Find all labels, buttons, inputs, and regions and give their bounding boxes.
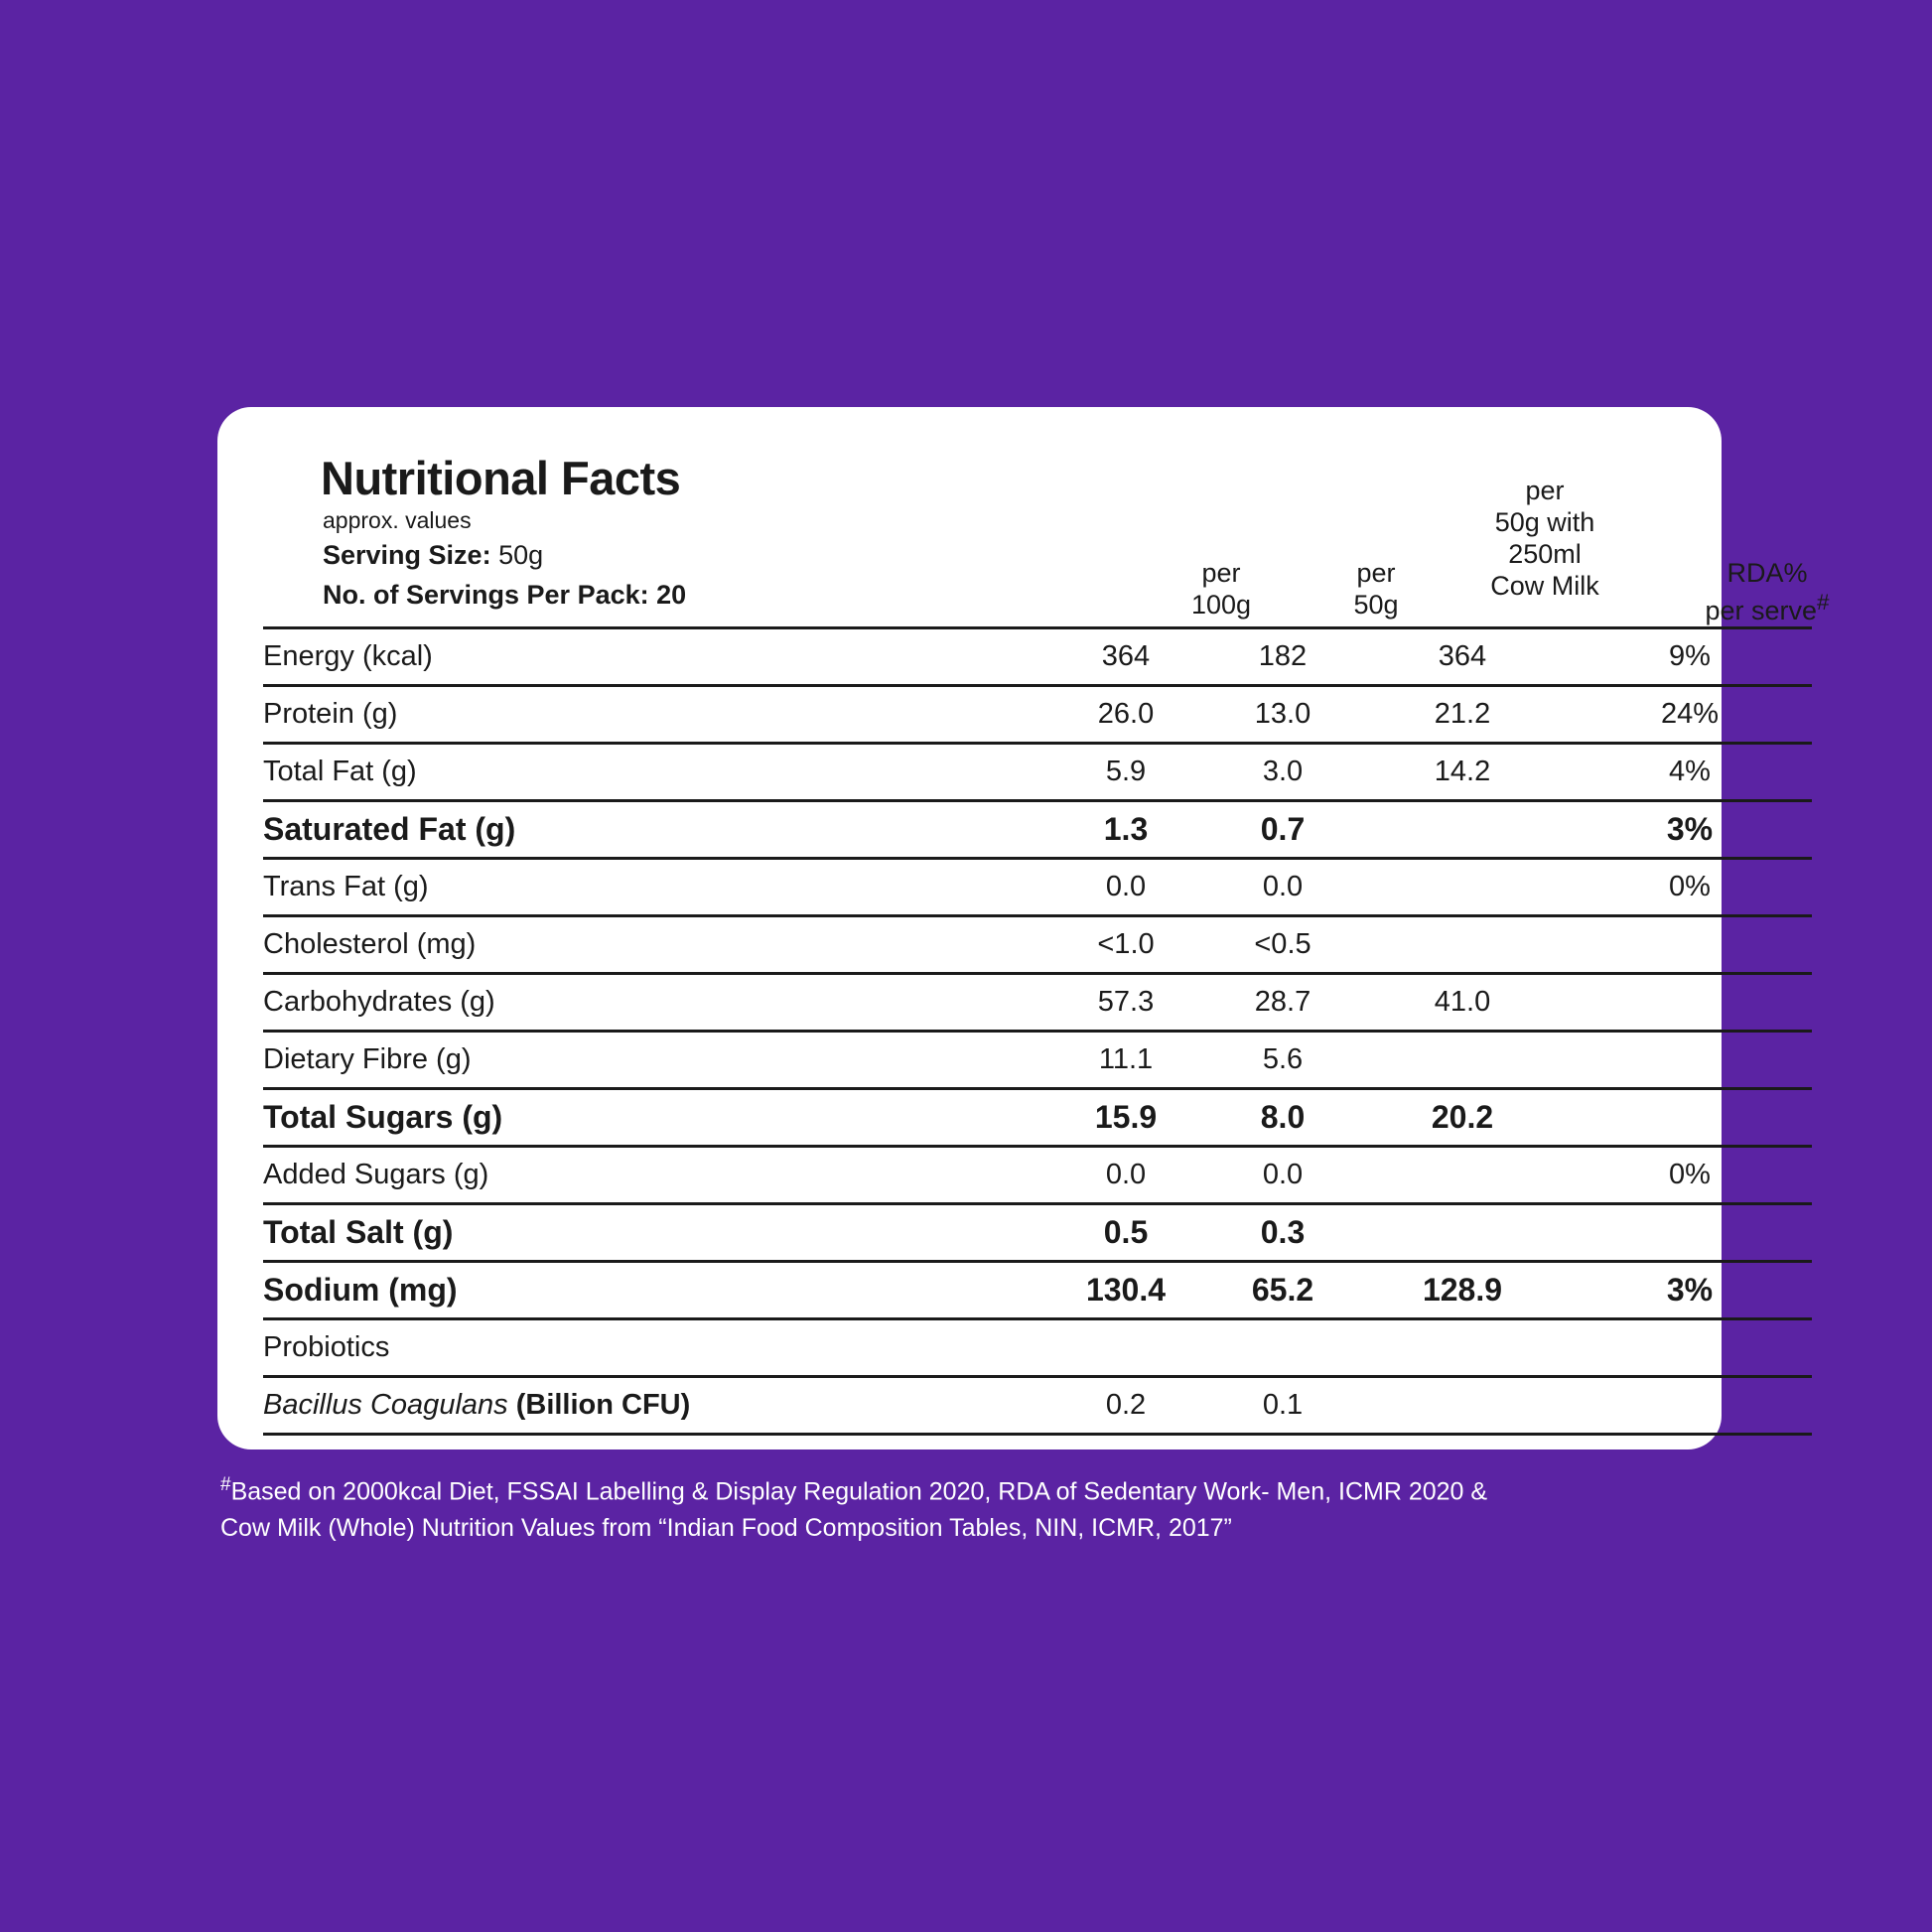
value-per-100g: 0.0 — [1043, 859, 1208, 916]
value-rda: 0% — [1568, 1147, 1812, 1204]
column-header-with-milk — [1448, 476, 1642, 602]
column-header-with-milk-line4: Cow Milk — [1490, 570, 1599, 601]
value-rda — [1568, 1089, 1812, 1147]
nutrition-table — [263, 626, 1812, 1436]
value-per-100g: 5.9 — [1043, 744, 1208, 801]
column-header-per-50g-line1: per — [1356, 558, 1396, 588]
approx-values-note: approx. values — [323, 507, 472, 533]
value-rda: 3% — [1568, 1262, 1812, 1319]
serving-size-line — [323, 540, 543, 571]
nutrition-header — [263, 441, 1830, 625]
value-rda — [1568, 1377, 1812, 1435]
nutrient-label: Protein (g) — [263, 686, 1043, 744]
table-row — [263, 859, 1812, 916]
column-header-with-milk-line1: per — [1525, 476, 1565, 505]
rda-footnote-marker: # — [1817, 589, 1830, 615]
nutrient-label: Cholesterol (mg) — [263, 916, 1043, 974]
value-per-100g: 0.0 — [1043, 1147, 1208, 1204]
value-with-milk — [1357, 1204, 1568, 1262]
column-header-rda — [1653, 558, 1881, 627]
servings-per-pack-value: 20 — [656, 580, 687, 610]
value-rda: 9% — [1568, 628, 1812, 686]
nutrient-label: Energy (kcal) — [263, 628, 1043, 686]
column-header-with-milk-line2: 50g with — [1494, 506, 1595, 537]
value-per-50g — [1208, 1319, 1357, 1377]
value-with-milk — [1357, 1319, 1568, 1377]
servings-per-pack-label: No. of Servings Per Pack: — [323, 580, 649, 610]
nutrient-label: Trans Fat (g) — [263, 859, 1043, 916]
table-row — [263, 916, 1812, 974]
value-per-50g: 182 — [1208, 628, 1357, 686]
value-with-milk — [1357, 1032, 1568, 1089]
value-rda — [1568, 916, 1812, 974]
servings-per-pack-line — [323, 580, 686, 611]
value-with-milk: 41.0 — [1357, 974, 1568, 1032]
value-rda: 3% — [1568, 801, 1812, 859]
nutrient-label: Total Salt (g) — [263, 1204, 1043, 1262]
table-row — [263, 1377, 1812, 1435]
value-per-100g: 26.0 — [1043, 686, 1208, 744]
value-per-50g: 0.0 — [1208, 859, 1357, 916]
value-with-milk: 14.2 — [1357, 744, 1568, 801]
value-per-100g: 364 — [1043, 628, 1208, 686]
table-row — [263, 1319, 1812, 1377]
value-with-milk: 364 — [1357, 628, 1568, 686]
nutrient-label: Added Sugars (g) — [263, 1147, 1043, 1204]
table-row — [263, 974, 1812, 1032]
value-per-50g: <0.5 — [1208, 916, 1357, 974]
footnote — [220, 1471, 1749, 1546]
nutrient-label: Total Fat (g) — [263, 744, 1043, 801]
nutrient-label-unit: (Billion CFU) — [507, 1389, 691, 1421]
table-row — [263, 801, 1812, 859]
column-header-per-100g — [1147, 558, 1296, 621]
value-per-50g: 0.0 — [1208, 1147, 1357, 1204]
value-with-milk — [1357, 916, 1568, 974]
nutrient-label: Probiotics — [263, 1319, 1043, 1377]
value-per-50g: 0.7 — [1208, 801, 1357, 859]
column-header-with-milk-line3: 250ml — [1508, 538, 1582, 569]
nutrition-facts-card — [217, 407, 1830, 1449]
footnote-line-1: Based on 2000kcal Diet, FSSAI Labelling & Display Regulation 2020, RDA of Sedentary Work- Men, ICMR 2020 & — [230, 1477, 1488, 1506]
column-header-per-50g — [1309, 558, 1444, 621]
value-per-100g: 130.4 — [1043, 1262, 1208, 1319]
value-per-50g: 5.6 — [1208, 1032, 1357, 1089]
nutrient-label: Saturated Fat (g) — [263, 801, 1043, 859]
table-row — [263, 1204, 1812, 1262]
table-row — [263, 1089, 1812, 1147]
value-per-50g: 3.0 — [1208, 744, 1357, 801]
footnote-marker: # — [220, 1474, 231, 1495]
table-row — [263, 744, 1812, 801]
column-header-rda-line2: per serve# — [1705, 589, 1830, 625]
value-per-50g: 28.7 — [1208, 974, 1357, 1032]
column-header-per-100g-line1: per — [1201, 558, 1241, 588]
nutrient-label: Sodium (mg) — [263, 1262, 1043, 1319]
nutrient-label: Dietary Fibre (g) — [263, 1032, 1043, 1089]
table-row — [263, 628, 1812, 686]
value-per-100g: <1.0 — [1043, 916, 1208, 974]
table-row — [263, 1032, 1812, 1089]
value-rda: 4% — [1568, 744, 1812, 801]
column-header-per-100g-line2: 100g — [1190, 589, 1252, 620]
column-header-per-50g-line2: 50g — [1353, 589, 1399, 620]
value-rda — [1568, 1319, 1812, 1377]
value-with-milk: 128.9 — [1357, 1262, 1568, 1319]
value-per-50g: 0.1 — [1208, 1377, 1357, 1435]
value-with-milk: 20.2 — [1357, 1089, 1568, 1147]
table-row — [263, 686, 1812, 744]
serving-size-value: 50g — [498, 540, 544, 570]
value-rda: 24% — [1568, 686, 1812, 744]
value-per-50g: 0.3 — [1208, 1204, 1357, 1262]
nutrient-label: Carbohydrates (g) — [263, 974, 1043, 1032]
page-title: Nutritional Facts — [321, 452, 681, 504]
column-header-rda-line1: RDA% — [1726, 558, 1808, 588]
table-row — [263, 1147, 1812, 1204]
value-with-milk — [1357, 1377, 1568, 1435]
value-per-50g: 13.0 — [1208, 686, 1357, 744]
value-per-100g: 0.5 — [1043, 1204, 1208, 1262]
table-row — [263, 1262, 1812, 1319]
value-with-milk — [1357, 859, 1568, 916]
value-per-100g — [1043, 1319, 1208, 1377]
value-per-100g: 15.9 — [1043, 1089, 1208, 1147]
value-rda — [1568, 1032, 1812, 1089]
footnote-line-2: Cow Milk (Whole) Nutrition Values from “Indian Food Composition Tables, NIN, ICMR, 2017” — [220, 1513, 1232, 1542]
nutrient-label: Total Sugars (g) — [263, 1089, 1043, 1147]
value-rda — [1568, 974, 1812, 1032]
nutrient-label-scientific: Bacillus Coagulans — [263, 1389, 508, 1421]
value-with-milk: 21.2 — [1357, 686, 1568, 744]
value-with-milk — [1357, 801, 1568, 859]
value-per-50g: 65.2 — [1208, 1262, 1357, 1319]
value-per-100g: 57.3 — [1043, 974, 1208, 1032]
serving-size-label: Serving Size: — [323, 540, 491, 570]
value-per-100g: 11.1 — [1043, 1032, 1208, 1089]
value-per-100g: 0.2 — [1043, 1377, 1208, 1435]
value-rda — [1568, 1204, 1812, 1262]
value-per-50g: 8.0 — [1208, 1089, 1357, 1147]
value-per-100g: 1.3 — [1043, 801, 1208, 859]
value-with-milk — [1357, 1147, 1568, 1204]
value-rda: 0% — [1568, 859, 1812, 916]
nutrient-label — [263, 1377, 1043, 1435]
